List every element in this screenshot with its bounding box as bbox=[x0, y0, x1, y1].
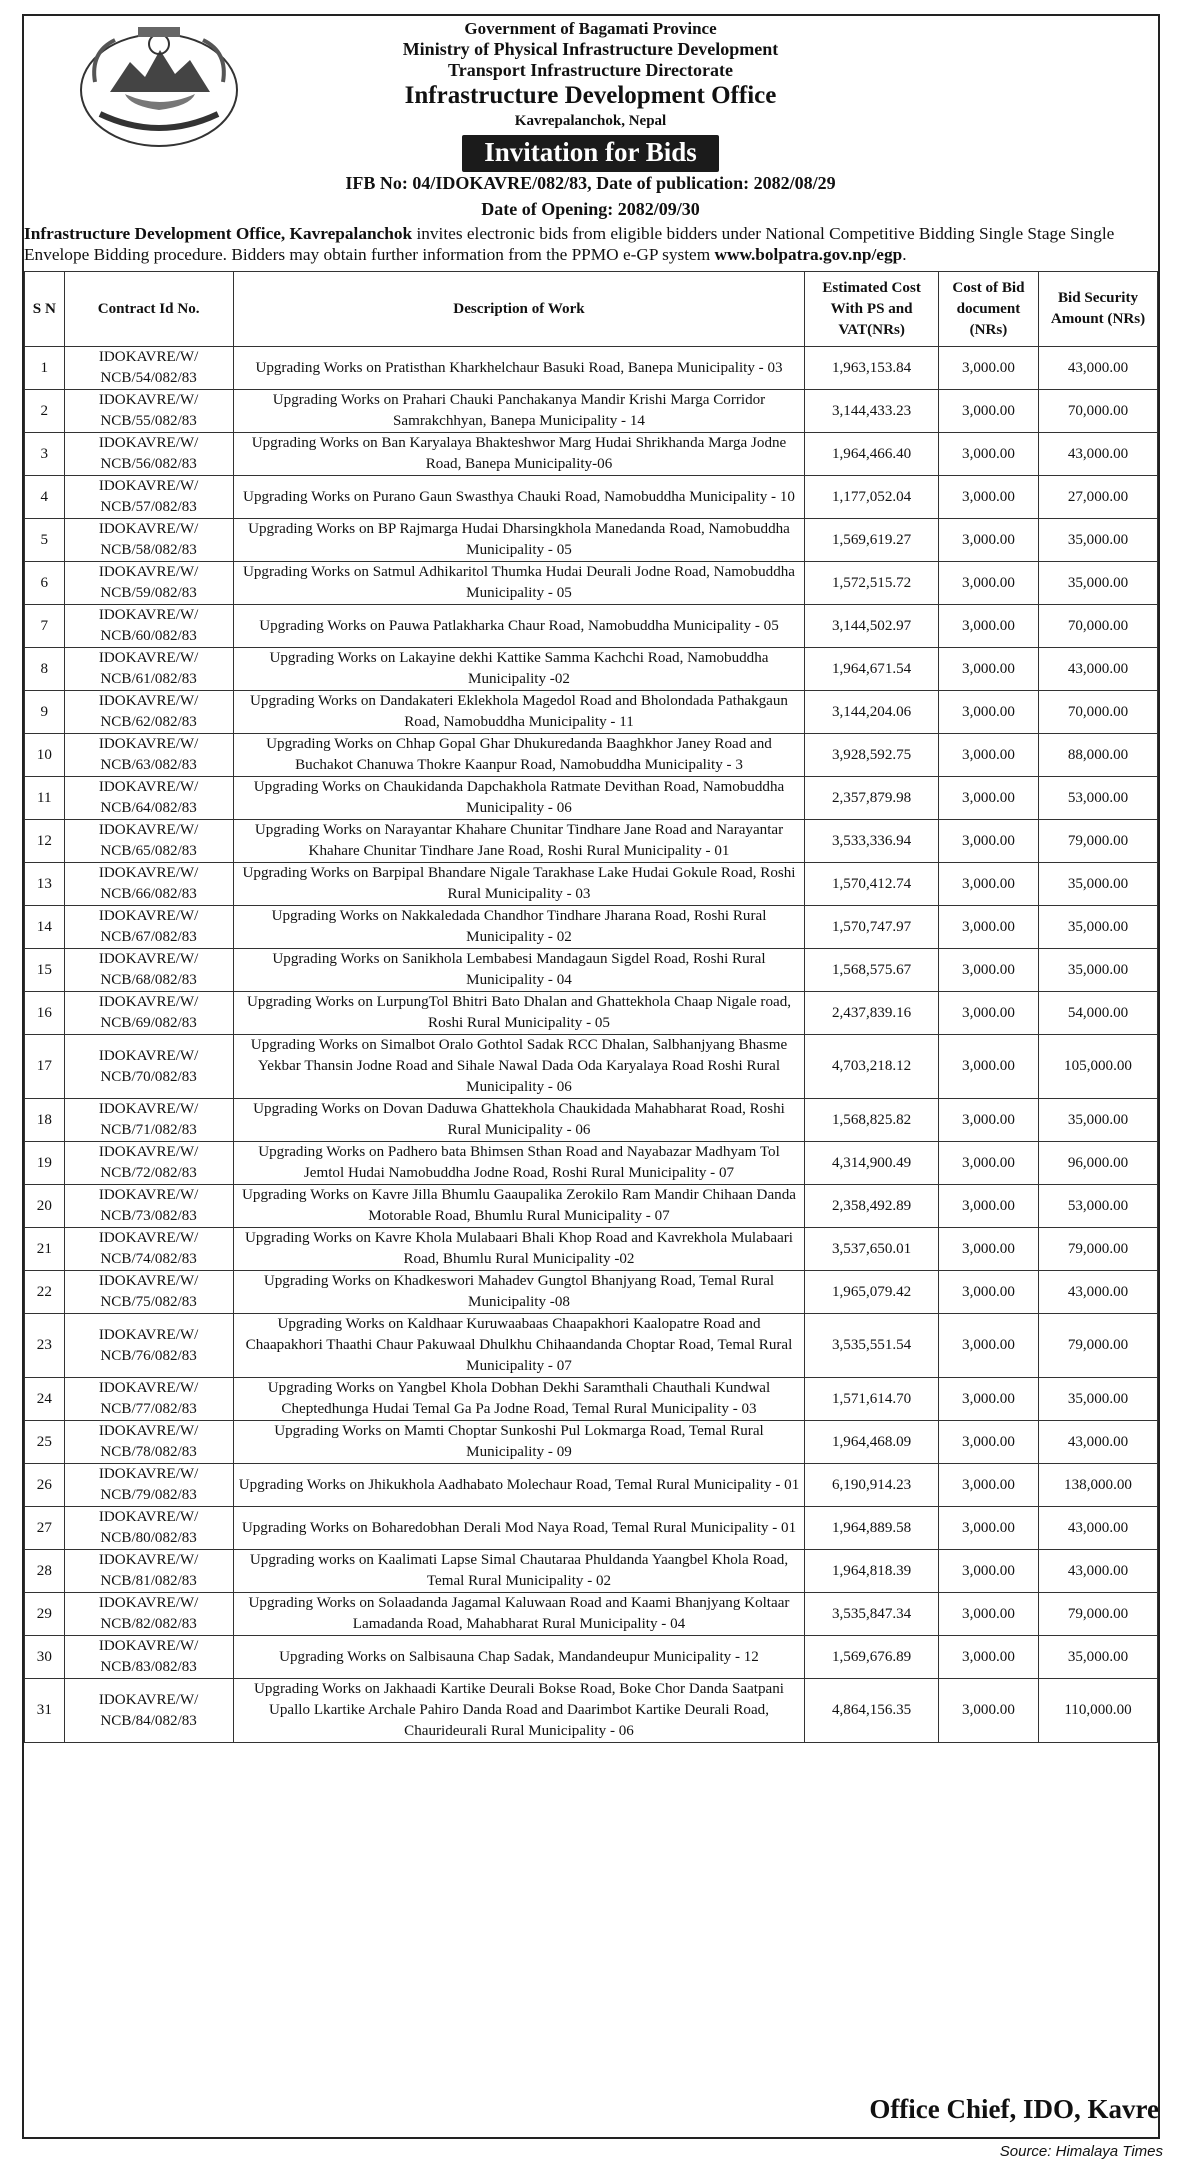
sn-cell: 26 bbox=[25, 1464, 65, 1507]
table-row bbox=[25, 1593, 1158, 1636]
contract-id-cell: IDOKAVRE/W/ NCB/73/082/83 bbox=[64, 1185, 233, 1228]
estimated-cost-cell: 1,569,676.89 bbox=[805, 1636, 939, 1679]
bid-doc-cost-cell: 3,000.00 bbox=[938, 605, 1038, 648]
description-cell: Upgrading Works on Chaukidanda Dapchakhola Ratmate Devithan Road, Namobuddha Municipality - 06 bbox=[233, 777, 805, 820]
contract-id-cell: IDOKAVRE/W/ NCB/83/082/83 bbox=[64, 1636, 233, 1679]
sn-cell: 30 bbox=[25, 1636, 65, 1679]
description-cell: Upgrading Works on Chhap Gopal Ghar Dhukuredanda Baaghkhor Janey Road and Buchakot Chanuwa Thokre Kaanpur Road, Namobuddha Municipality - 3 bbox=[233, 734, 805, 777]
bid-security-cell: 88,000.00 bbox=[1039, 734, 1158, 777]
intro-text: invites electronic bids from eligible bidders under National Competitive Bidding Single Stage Single Envelope Bidding procedure. Bidders may obtain further information from the PPMO e-GP system bbox=[24, 224, 1115, 264]
bid-security-cell: 43,000.00 bbox=[1039, 1550, 1158, 1593]
bid-security-cell: 70,000.00 bbox=[1039, 691, 1158, 734]
description-cell: Upgrading Works on Mamti Choptar Sunkoshi Pul Lokmarga Road, Temal Rural Municipality - 09 bbox=[233, 1421, 805, 1464]
bid-security-cell: 35,000.00 bbox=[1039, 1636, 1158, 1679]
sn-cell: 21 bbox=[25, 1228, 65, 1271]
table-row bbox=[25, 1679, 1158, 1743]
description-cell: Upgrading Works on Simalbot Oralo Gothtol Sadak RCC Dhalan, Salbhanjyang Bhasme Yekbar Thansin Jodne Road and Sihale Nawal Dada Oda Karyalaya Road Roshi Rural Municipality - 06 bbox=[233, 1035, 805, 1099]
contract-id-cell: IDOKAVRE/W/ NCB/77/082/83 bbox=[64, 1378, 233, 1421]
sn-cell: 22 bbox=[25, 1271, 65, 1314]
contract-id-cell: IDOKAVRE/W/ NCB/81/082/83 bbox=[64, 1550, 233, 1593]
estimated-cost-cell: 1,964,468.09 bbox=[805, 1421, 939, 1464]
table-row bbox=[25, 949, 1158, 992]
source-credit: Source: Himalaya Times bbox=[999, 2143, 1163, 2160]
description-cell: Upgrading Works on Purano Gaun Swasthya Chauki Road, Namobuddha Municipality - 10 bbox=[233, 476, 805, 519]
sn-cell: 5 bbox=[25, 519, 65, 562]
table-row bbox=[25, 1228, 1158, 1271]
bid-security-cell: 79,000.00 bbox=[1039, 1228, 1158, 1271]
bid-doc-cost-cell: 3,000.00 bbox=[938, 1507, 1038, 1550]
bid-doc-cost-cell: 3,000.00 bbox=[938, 1421, 1038, 1464]
sn-cell: 11 bbox=[25, 777, 65, 820]
estimated-cost-cell: 3,535,847.34 bbox=[805, 1593, 939, 1636]
description-cell: Upgrading Works on Pauwa Patlakharka Chaur Road, Namobuddha Municipality - 05 bbox=[233, 605, 805, 648]
sn-cell: 14 bbox=[25, 906, 65, 949]
bid-doc-cost-cell: 3,000.00 bbox=[938, 1271, 1038, 1314]
description-cell: Upgrading works on Kaalimati Lapse Simal Chautaraa Phuldanda Yaangbel Khola Road, Temal Rural Municipality - 02 bbox=[233, 1550, 805, 1593]
table-row bbox=[25, 1550, 1158, 1593]
description-cell: Upgrading Works on Padhero bata Bhimsen Sthan Road and Nayabazar Madhyam Tol Jemtol Hudai Namobuddha Jodne Road, Roshi Rural Municipality - 07 bbox=[233, 1142, 805, 1185]
contract-id-cell: IDOKAVRE/W/ NCB/80/082/83 bbox=[64, 1507, 233, 1550]
bid-doc-cost-cell: 3,000.00 bbox=[938, 1464, 1038, 1507]
sn-cell: 8 bbox=[25, 648, 65, 691]
estimated-cost-cell: 2,358,492.89 bbox=[805, 1185, 939, 1228]
bid-security-cell: 43,000.00 bbox=[1039, 347, 1158, 390]
estimated-cost-cell: 1,177,052.04 bbox=[805, 476, 939, 519]
estimated-cost-cell: 1,572,515.72 bbox=[805, 562, 939, 605]
estimated-cost-cell: 1,964,889.58 bbox=[805, 1507, 939, 1550]
estimated-cost-cell: 3,144,204.06 bbox=[805, 691, 939, 734]
contract-id-cell: IDOKAVRE/W/ NCB/79/082/83 bbox=[64, 1464, 233, 1507]
sn-cell: 19 bbox=[25, 1142, 65, 1185]
estimated-cost-cell: 4,864,156.35 bbox=[805, 1679, 939, 1743]
bid-doc-cost-cell: 3,000.00 bbox=[938, 734, 1038, 777]
contract-id-cell: IDOKAVRE/W/ NCB/78/082/83 bbox=[64, 1421, 233, 1464]
office-name: Infrastructure Development Office bbox=[404, 82, 777, 109]
description-cell: Upgrading Works on Prahari Chauki Panchakanya Mandir Krishi Marga Corridor Samrakchhyan, Banepa Municipality - 14 bbox=[233, 390, 805, 433]
bid-security-cell: 105,000.00 bbox=[1039, 1035, 1158, 1099]
contract-id-cell: IDOKAVRE/W/ NCB/56/082/83 bbox=[64, 433, 233, 476]
description-cell: Upgrading Works on Pratisthan Kharkhelchaur Basuki Road, Banepa Municipality - 03 bbox=[233, 347, 805, 390]
table-row bbox=[25, 1314, 1158, 1378]
estimated-cost-cell: 6,190,914.23 bbox=[805, 1464, 939, 1507]
description-cell: Upgrading Works on Sanikhola Lembabesi Mandagaun Sigdel Road, Roshi Rural Municipality - 04 bbox=[233, 949, 805, 992]
bid-doc-cost-cell: 3,000.00 bbox=[938, 648, 1038, 691]
table-row bbox=[25, 390, 1158, 433]
bid-doc-cost-cell: 3,000.00 bbox=[938, 1228, 1038, 1271]
description-cell: Upgrading Works on Nakkaledada Chandhor Tindhare Jharana Road, Roshi Rural Municipality - 02 bbox=[233, 906, 805, 949]
description-cell: Upgrading Works on Dovan Daduwa Ghattekhola Chaukidada Mahabharat Road, Roshi Rural Municipality - 06 bbox=[233, 1099, 805, 1142]
bid-doc-cost-cell: 3,000.00 bbox=[938, 519, 1038, 562]
table-row bbox=[25, 1421, 1158, 1464]
table-row bbox=[25, 347, 1158, 390]
bid-doc-cost-cell: 3,000.00 bbox=[938, 691, 1038, 734]
description-cell: Upgrading Works on Kaldhaar Kuruwaabaas Chaapakhori Kaalopatre Road and Chaapakhori Thaathi Chaur Pakuwaal Dhulkhu Chihaandanda Choptar Road, Temal Rural Municipality - 07 bbox=[233, 1314, 805, 1378]
table-row bbox=[25, 648, 1158, 691]
bid-doc-cost-cell: 3,000.00 bbox=[938, 562, 1038, 605]
sn-cell: 4 bbox=[25, 476, 65, 519]
bid-doc-cost-cell: 3,000.00 bbox=[938, 433, 1038, 476]
bid-security-cell: 43,000.00 bbox=[1039, 433, 1158, 476]
description-cell: Upgrading Works on Solaadanda Jagamal Kaluwaan Road and Kaami Bhanjyang Koltaar Lamadanda Road, Mahabharat Rural Municipality - 04 bbox=[233, 1593, 805, 1636]
table-row bbox=[25, 992, 1158, 1035]
bid-security-cell: 79,000.00 bbox=[1039, 1314, 1158, 1378]
bid-security-cell: 43,000.00 bbox=[1039, 1421, 1158, 1464]
bid-doc-cost-cell: 3,000.00 bbox=[938, 1035, 1038, 1099]
bid-doc-cost-cell: 3,000.00 bbox=[938, 476, 1038, 519]
estimated-cost-cell: 4,703,218.12 bbox=[805, 1035, 939, 1099]
sn-cell: 12 bbox=[25, 820, 65, 863]
bid-security-cell: 43,000.00 bbox=[1039, 1271, 1158, 1314]
contract-id-cell: IDOKAVRE/W/ NCB/63/082/83 bbox=[64, 734, 233, 777]
estimated-cost-cell: 3,533,336.94 bbox=[805, 820, 939, 863]
bid-doc-cost-cell: 3,000.00 bbox=[938, 820, 1038, 863]
bid-security-cell: 53,000.00 bbox=[1039, 777, 1158, 820]
intro-end: . bbox=[902, 245, 907, 264]
column-header: Description of Work bbox=[233, 272, 805, 347]
bid-security-cell: 138,000.00 bbox=[1039, 1464, 1158, 1507]
bid-doc-cost-cell: 3,000.00 bbox=[938, 992, 1038, 1035]
table-body bbox=[25, 347, 1158, 1743]
estimated-cost-cell: 1,963,153.84 bbox=[805, 347, 939, 390]
table-row bbox=[25, 562, 1158, 605]
table-row bbox=[25, 1185, 1158, 1228]
bid-security-cell: 70,000.00 bbox=[1039, 605, 1158, 648]
contract-id-cell: IDOKAVRE/W/ NCB/72/082/83 bbox=[64, 1142, 233, 1185]
contract-id-cell: IDOKAVRE/W/ NCB/65/082/83 bbox=[64, 820, 233, 863]
estimated-cost-cell: 1,964,671.54 bbox=[805, 648, 939, 691]
contract-id-cell: IDOKAVRE/W/ NCB/66/082/83 bbox=[64, 863, 233, 906]
column-header: Contract Id No. bbox=[64, 272, 233, 347]
bid-doc-cost-cell: 3,000.00 bbox=[938, 1378, 1038, 1421]
ifb-number: IFB No: 04/IDOKAVRE/082/83, Date of publication: 2082/08/29 bbox=[345, 173, 836, 193]
bid-doc-cost-cell: 3,000.00 bbox=[938, 1636, 1038, 1679]
contract-id-cell: IDOKAVRE/W/ NCB/84/082/83 bbox=[64, 1679, 233, 1743]
estimated-cost-cell: 1,964,818.39 bbox=[805, 1550, 939, 1593]
table-row bbox=[25, 476, 1158, 519]
description-cell: Upgrading Works on Khadkeswori Mahadev Gungtol Bhanjyang Road, Temal Rural Municipality -08 bbox=[233, 1271, 805, 1314]
contract-id-cell: IDOKAVRE/W/ NCB/55/082/83 bbox=[64, 390, 233, 433]
sn-cell: 6 bbox=[25, 562, 65, 605]
description-cell: Upgrading Works on Kavre Khola Mulabaari Bhali Khop Road and Kavrekhola Mulabaari Road, Bhumlu Rural Municipality -02 bbox=[233, 1228, 805, 1271]
description-cell: Upgrading Works on Jhikukhola Aadhabato Molechaur Road, Temal Rural Municipality - 01 bbox=[233, 1464, 805, 1507]
sn-cell: 29 bbox=[25, 1593, 65, 1636]
bid-security-cell: 53,000.00 bbox=[1039, 1185, 1158, 1228]
estimated-cost-cell: 3,537,650.01 bbox=[805, 1228, 939, 1271]
estimated-cost-cell: 1,965,079.42 bbox=[805, 1271, 939, 1314]
table-row bbox=[25, 691, 1158, 734]
description-cell: Upgrading Works on Narayantar Khahare Chunitar Tindhare Jane Road and Narayantar Khahare Chunitar Tindhare Jane Road, Roshi Rural Municipality - 01 bbox=[233, 820, 805, 863]
bid-doc-cost-cell: 3,000.00 bbox=[938, 906, 1038, 949]
sn-cell: 3 bbox=[25, 433, 65, 476]
sn-cell: 10 bbox=[25, 734, 65, 777]
bid-doc-cost-cell: 3,000.00 bbox=[938, 1099, 1038, 1142]
table-row bbox=[25, 863, 1158, 906]
bid-security-cell: 35,000.00 bbox=[1039, 1378, 1158, 1421]
bid-security-cell: 35,000.00 bbox=[1039, 906, 1158, 949]
sn-cell: 7 bbox=[25, 605, 65, 648]
contract-id-cell: IDOKAVRE/W/ NCB/70/082/83 bbox=[64, 1035, 233, 1099]
sn-cell: 20 bbox=[25, 1185, 65, 1228]
office-location: Kavrepalanchok, Nepal bbox=[514, 113, 667, 129]
bid-doc-cost-cell: 3,000.00 bbox=[938, 863, 1038, 906]
contract-id-cell: IDOKAVRE/W/ NCB/75/082/83 bbox=[64, 1271, 233, 1314]
bid-doc-cost-cell: 3,000.00 bbox=[938, 1142, 1038, 1185]
table-row bbox=[25, 605, 1158, 648]
bid-security-cell: 35,000.00 bbox=[1039, 949, 1158, 992]
directorate-name: Transport Infrastructure Directorate bbox=[448, 60, 733, 80]
sn-cell: 24 bbox=[25, 1378, 65, 1421]
contract-id-cell: IDOKAVRE/W/ NCB/58/082/83 bbox=[64, 519, 233, 562]
bid-security-cell: 96,000.00 bbox=[1039, 1142, 1158, 1185]
bid-security-cell: 70,000.00 bbox=[1039, 390, 1158, 433]
bid-security-cell: 35,000.00 bbox=[1039, 863, 1158, 906]
table-row bbox=[25, 777, 1158, 820]
table-row bbox=[25, 734, 1158, 777]
bid-doc-cost-cell: 3,000.00 bbox=[938, 1679, 1038, 1743]
sn-cell: 17 bbox=[25, 1035, 65, 1099]
contract-id-cell: IDOKAVRE/W/ NCB/67/082/83 bbox=[64, 906, 233, 949]
opening-date: Date of Opening: 2082/09/30 bbox=[481, 199, 700, 219]
contract-id-cell: IDOKAVRE/W/ NCB/76/082/83 bbox=[64, 1314, 233, 1378]
sn-cell: 2 bbox=[25, 390, 65, 433]
sn-cell: 18 bbox=[25, 1099, 65, 1142]
table-row bbox=[25, 1507, 1158, 1550]
bid-security-cell: 110,000.00 bbox=[1039, 1679, 1158, 1743]
estimated-cost-cell: 2,437,839.16 bbox=[805, 992, 939, 1035]
table-row bbox=[25, 1099, 1158, 1142]
estimated-cost-cell: 4,314,900.49 bbox=[805, 1142, 939, 1185]
contract-id-cell: IDOKAVRE/W/ NCB/61/082/83 bbox=[64, 648, 233, 691]
sn-cell: 9 bbox=[25, 691, 65, 734]
estimated-cost-cell: 1,570,412.74 bbox=[805, 863, 939, 906]
bid-doc-cost-cell: 3,000.00 bbox=[938, 949, 1038, 992]
contract-id-cell: IDOKAVRE/W/ NCB/64/082/83 bbox=[64, 777, 233, 820]
table-row bbox=[25, 433, 1158, 476]
table-row bbox=[25, 519, 1158, 562]
column-header: S N bbox=[25, 272, 65, 347]
column-header: Bid Security Amount (NRs) bbox=[1039, 272, 1158, 347]
estimated-cost-cell: 2,357,879.98 bbox=[805, 777, 939, 820]
table-row bbox=[25, 1464, 1158, 1507]
bid-doc-cost-cell: 3,000.00 bbox=[938, 777, 1038, 820]
intro-paragraph bbox=[24, 223, 1158, 265]
contract-id-cell: IDOKAVRE/W/ NCB/54/082/83 bbox=[64, 347, 233, 390]
page-title: Invitation for Bids bbox=[462, 135, 719, 172]
signature: Office Chief, IDO, Kavre bbox=[869, 2094, 1159, 2124]
description-cell: Upgrading Works on Yangbel Khola Dobhan Dekhi Saramthali Chauthali Kundwal Cheptedhunga Hudai Temal Ga Pa Jodne Road, Temal Rural Municipality - 03 bbox=[233, 1378, 805, 1421]
sn-cell: 16 bbox=[25, 992, 65, 1035]
table-row bbox=[25, 1035, 1158, 1099]
description-cell: Upgrading Works on Ban Karyalaya Bhakteshwor Marg Hudai Shrikhanda Marga Jodne Road, Banepa Municipality-06 bbox=[233, 433, 805, 476]
contract-id-cell: IDOKAVRE/W/ NCB/71/082/83 bbox=[64, 1099, 233, 1142]
sn-cell: 13 bbox=[25, 863, 65, 906]
sn-cell: 23 bbox=[25, 1314, 65, 1378]
description-cell: Upgrading Works on Lakayine dekhi Kattike Samma Kachchi Road, Namobuddha Municipality -02 bbox=[233, 648, 805, 691]
estimated-cost-cell: 1,571,614.70 bbox=[805, 1378, 939, 1421]
estimated-cost-cell: 3,144,433.23 bbox=[805, 390, 939, 433]
table-row bbox=[25, 906, 1158, 949]
column-header: Cost of Bid document (NRs) bbox=[938, 272, 1038, 347]
bid-doc-cost-cell: 3,000.00 bbox=[938, 1550, 1038, 1593]
sn-cell: 25 bbox=[25, 1421, 65, 1464]
bid-security-cell: 27,000.00 bbox=[1039, 476, 1158, 519]
bid-security-cell: 35,000.00 bbox=[1039, 519, 1158, 562]
contract-id-cell: IDOKAVRE/W/ NCB/82/082/83 bbox=[64, 1593, 233, 1636]
estimated-cost-cell: 3,144,502.97 bbox=[805, 605, 939, 648]
bid-doc-cost-cell: 3,000.00 bbox=[938, 1593, 1038, 1636]
sn-cell: 1 bbox=[25, 347, 65, 390]
estimated-cost-cell: 1,568,575.67 bbox=[805, 949, 939, 992]
description-cell: Upgrading Works on Jakhaadi Kartike Deurali Bokse Road, Boke Chor Danda Saatpani Upallo Lkartike Archale Pahiro Danda Road and Daarimbot Kartike Deurali Road, Chaurideurali Rural Municipality - 06 bbox=[233, 1679, 805, 1743]
sn-cell: 27 bbox=[25, 1507, 65, 1550]
table-row bbox=[25, 820, 1158, 863]
estimated-cost-cell: 3,535,551.54 bbox=[805, 1314, 939, 1378]
bid-security-cell: 35,000.00 bbox=[1039, 562, 1158, 605]
bid-doc-cost-cell: 3,000.00 bbox=[938, 347, 1038, 390]
description-cell: Upgrading Works on Salbisauna Chap Sadak, Mandandeupur Municipality - 12 bbox=[233, 1636, 805, 1679]
bids-table bbox=[24, 271, 1158, 1743]
intro-lead: Infrastructure Development Office, Kavrepalanchok bbox=[24, 224, 413, 243]
description-cell: Upgrading Works on Kavre Jilla Bhumlu Gaaupalika Zerokilo Ram Mandir Chihaan Danda Motorable Road, Bhumlu Rural Municipality - 07 bbox=[233, 1185, 805, 1228]
bid-security-cell: 43,000.00 bbox=[1039, 1507, 1158, 1550]
description-cell: Upgrading Works on Boharedobhan Derali Mod Naya Road, Temal Rural Municipality - 01 bbox=[233, 1507, 805, 1550]
description-cell: Upgrading Works on Satmul Adhikaritol Thumka Hudai Deurali Jodne Road, Namobuddha Municipality - 05 bbox=[233, 562, 805, 605]
estimated-cost-cell: 1,568,825.82 bbox=[805, 1099, 939, 1142]
bid-doc-cost-cell: 3,000.00 bbox=[938, 1314, 1038, 1378]
sn-cell: 15 bbox=[25, 949, 65, 992]
bid-security-cell: 54,000.00 bbox=[1039, 992, 1158, 1035]
bid-doc-cost-cell: 3,000.00 bbox=[938, 390, 1038, 433]
bid-security-cell: 79,000.00 bbox=[1039, 820, 1158, 863]
ministry-name: Ministry of Physical Infrastructure Development bbox=[402, 39, 779, 59]
contract-id-cell: IDOKAVRE/W/ NCB/57/082/83 bbox=[64, 476, 233, 519]
estimated-cost-cell: 1,964,466.40 bbox=[805, 433, 939, 476]
table-row bbox=[25, 1271, 1158, 1314]
bid-doc-cost-cell: 3,000.00 bbox=[938, 1185, 1038, 1228]
estimated-cost-cell: 1,570,747.97 bbox=[805, 906, 939, 949]
egp-link[interactable]: www.bolpatra.gov.np/egp bbox=[714, 245, 903, 264]
contract-id-cell: IDOKAVRE/W/ NCB/59/082/83 bbox=[64, 562, 233, 605]
description-cell: Upgrading Works on LurpungTol Bhitri Bato Dhalan and Ghattekhola Chaap Nigale road, Roshi Rural Municipality - 05 bbox=[233, 992, 805, 1035]
contract-id-cell: IDOKAVRE/W/ NCB/69/082/83 bbox=[64, 992, 233, 1035]
contract-id-cell: IDOKAVRE/W/ NCB/62/082/83 bbox=[64, 691, 233, 734]
table-row bbox=[25, 1142, 1158, 1185]
contract-id-cell: IDOKAVRE/W/ NCB/60/082/83 bbox=[64, 605, 233, 648]
bid-security-cell: 35,000.00 bbox=[1039, 1099, 1158, 1142]
table-row bbox=[25, 1378, 1158, 1421]
estimated-cost-cell: 3,928,592.75 bbox=[805, 734, 939, 777]
government-name: Government of Bagamati Province bbox=[464, 19, 717, 38]
contract-id-cell: IDOKAVRE/W/ NCB/74/082/83 bbox=[64, 1228, 233, 1271]
sn-cell: 31 bbox=[25, 1679, 65, 1743]
table-header-row bbox=[25, 272, 1158, 347]
bid-security-cell: 79,000.00 bbox=[1039, 1593, 1158, 1636]
description-cell: Upgrading Works on BP Rajmarga Hudai Dharsingkhola Manedanda Road, Namobuddha Municipality - 05 bbox=[233, 519, 805, 562]
contract-id-cell: IDOKAVRE/W/ NCB/68/082/83 bbox=[64, 949, 233, 992]
estimated-cost-cell: 1,569,619.27 bbox=[805, 519, 939, 562]
description-cell: Upgrading Works on Barpipal Bhandare Nigale Tarakhase Lake Hudai Gokule Road, Roshi Rural Municipality - 03 bbox=[233, 863, 805, 906]
bid-security-cell: 43,000.00 bbox=[1039, 648, 1158, 691]
sn-cell: 28 bbox=[25, 1550, 65, 1593]
letterhead bbox=[0, 18, 1181, 172]
table-row bbox=[25, 1636, 1158, 1679]
description-cell: Upgrading Works on Dandakateri Eklekhola Magedol Road and Bholondada Pathakgaun Road, Namobuddha Municipality - 11 bbox=[233, 691, 805, 734]
column-header: Estimated Cost With PS and VAT(NRs) bbox=[805, 272, 939, 347]
